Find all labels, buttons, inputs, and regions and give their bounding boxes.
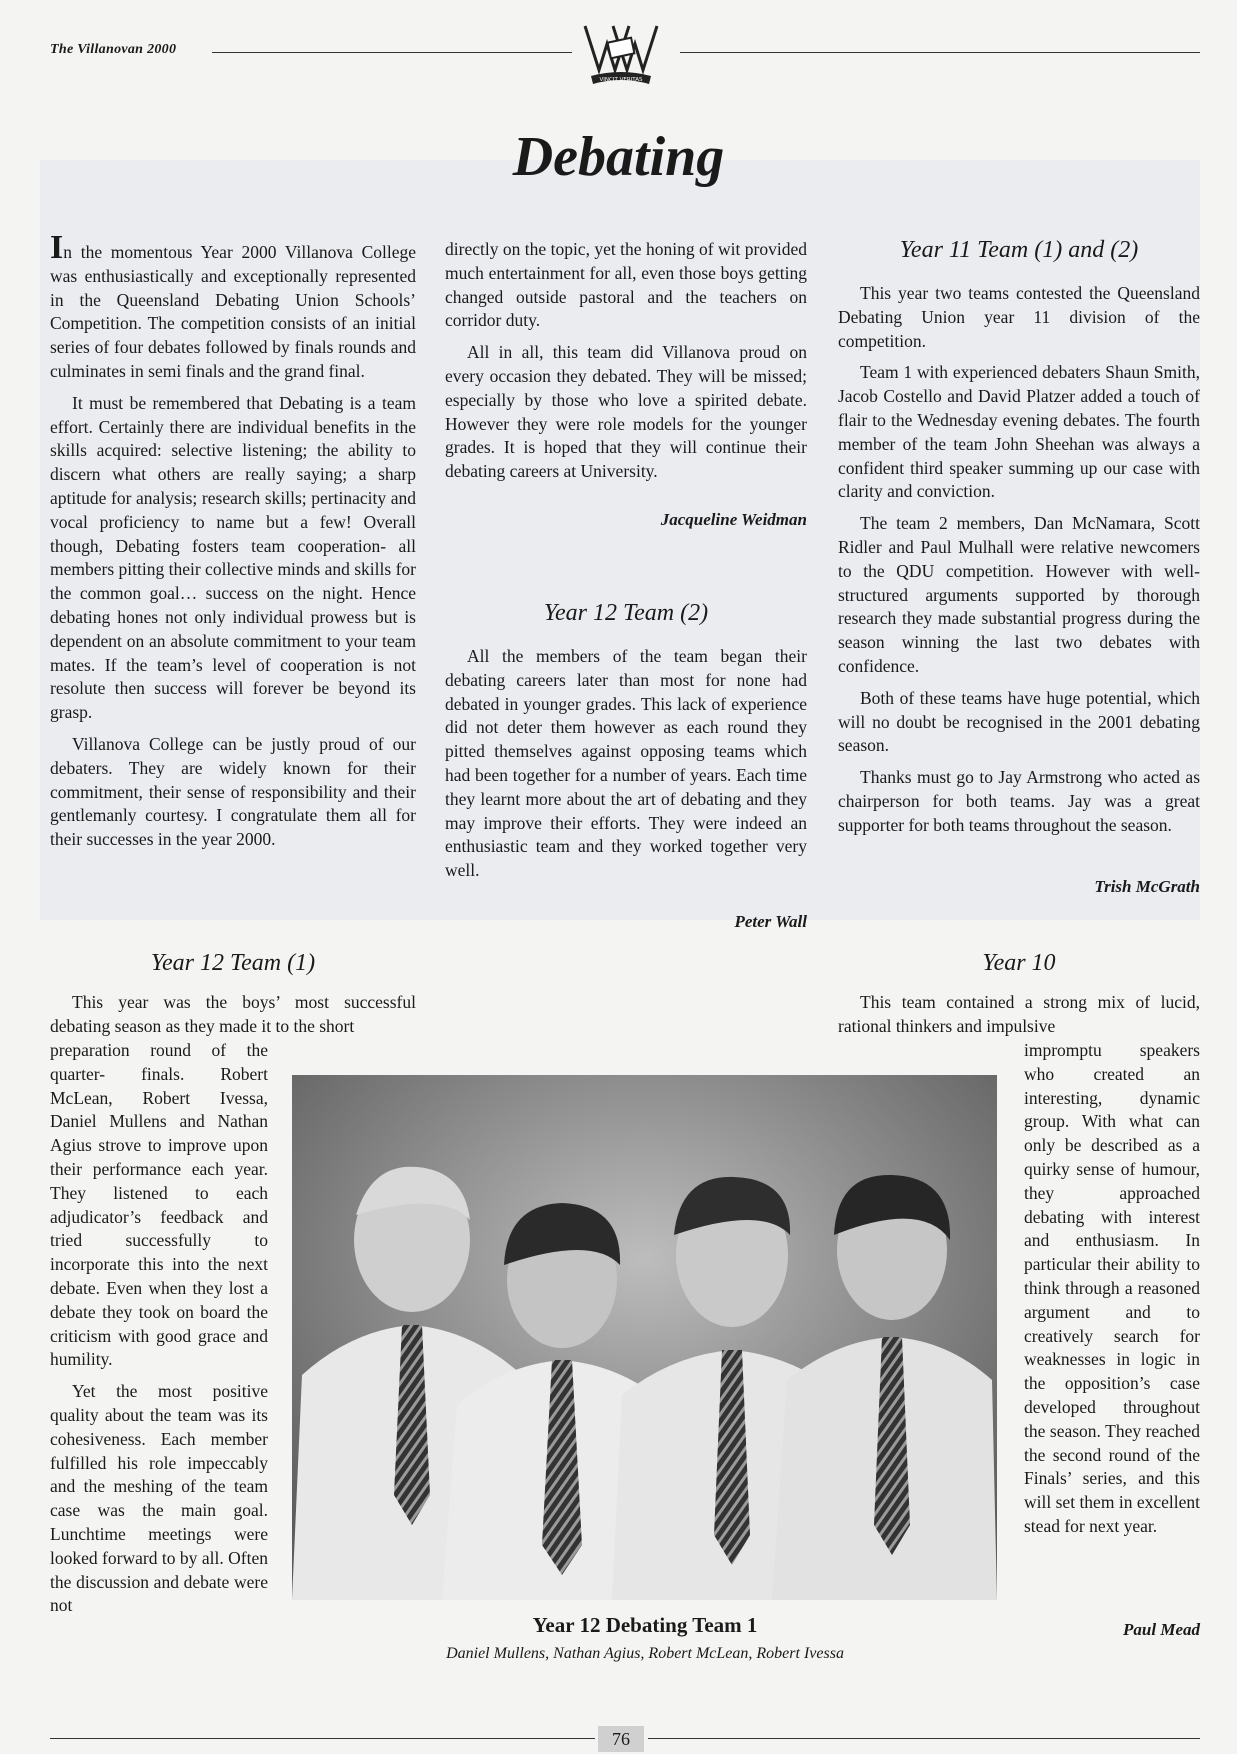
team-photo <box>292 1075 997 1600</box>
year11-text <box>838 282 1200 846</box>
year10-narrow-text <box>1024 1039 1200 1547</box>
intro-paragraph-3: Villanova College can be justly proud of our debaters. They are widely known for their commitment, their sense of responsibility and their gentlemanly courtesy. I congratulate them all for their successes in the year 2000. <box>50 733 416 850</box>
drop-cap: I <box>50 229 64 266</box>
heading-year10: Year 10 <box>982 950 1056 976</box>
header-rule-right <box>680 52 1200 53</box>
continuation-paragraph-2: All in all, this team did Villanova proud on every occasion they debated. They will be missed; especially by those who love a spirited debate. However they were role models for the younger grades. It is hoped that they will continue their debating careers at University. <box>445 342 807 482</box>
intro-column <box>50 229 416 860</box>
year10-intro <box>838 991 1200 1039</box>
intro-paragraph-2: It must be remembered that Debating is a team effort. Certainly there are individual benefits in the skills acquired: selective listening; the ability to discern what others are really saying; a sharp aptitude for analysis; research skills; pertinacity and vocal proficiency to name but a few! Overall though, Debating fosters team cooperation- all members pitting their collective minds and skills for the common goal… success on the night. Hence debating hones not only individual prowess but is dependent on an absolute commitment to your team mates. If the team’s level of cooperation is not resolute then success will forever be beyond its grasp. <box>50 392 416 723</box>
year11-paragraph-5: Thanks must go to Jay Armstrong who acted as chairperson for both teams. Jay was a great supporter for both teams throughout the season. <box>838 767 1200 835</box>
year11-paragraph-4: Both of these teams have huge potential, which will no doubt be recognised in the 2001 debating season. <box>838 687 1200 756</box>
year12-team1-intro-text: This year was the boys’ most successful debating season as they made it to the short <box>50 992 416 1036</box>
heading-year12-team2: Year 12 Team (2) <box>543 600 709 626</box>
year12-team1-paragraph-2: Yet the most positive quality about the team was its cohesiveness. Each member fulfilled his role impeccably and the meshing of the team case was the main goal. Lunchtime meetings were looked forward to by all. Often the discussion and debate were not <box>50 1381 268 1616</box>
team-photo-illustration <box>292 1075 997 1600</box>
year10-intro-text: This team contained a strong mix of lucid, rational thinkers and impulsive <box>838 992 1200 1036</box>
header-rule-left <box>212 52 572 53</box>
year11-paragraph-1: This year two teams contested the Queensland Debating Union year 11 division of the competition. <box>838 283 1200 351</box>
footer-rule-right <box>648 1738 1200 1739</box>
heading-year11-teams: Year 11 Team (1) and (2) <box>899 237 1139 263</box>
year12-team1-narrow-text <box>50 1039 268 1626</box>
signature-paul-mead: Paul Mead <box>1123 1620 1200 1639</box>
year12-team1-intro <box>50 991 416 1039</box>
intro-paragraph-1: In the momentous Year 2000 Villanova College was enthusiastically and exceptionally represented in the Queensland Debating Union Schools’ Competition. The competition consists of an initial series of four debates followed by finals rounds and culminates in semi finals and the grand final. <box>50 229 416 381</box>
continuation-paragraph-1: directly on the topic, yet the honing of wit provided much entertainment for all, even those boys getting changed outside pastoral and the teachers on corridor duty. <box>445 239 807 331</box>
continuation-column <box>445 238 807 492</box>
signature-peter-wall: Peter Wall <box>734 912 807 931</box>
college-crest-logo <box>583 20 659 86</box>
publication-title: The Villanovan 2000 <box>50 42 177 57</box>
year12-team1-paragraph-1: preparation round of the quarter- finals. Robert McLean, Robert Ivessa, Daniel Mullens and Nathan Agius strove to improve upon their performance each year. They listened to each adjudicator’s feedback and tried successfully to incorporate this into the next debate. Even when they lost a debate they took on board the criticism with good grace and humility. <box>50 1040 268 1370</box>
photo-caption-title: Year 12 Debating Team 1 <box>532 1613 758 1637</box>
photo-caption-names: Daniel Mullens, Nathan Agius, Robert McLean, Robert Ivessa <box>446 1645 844 1662</box>
year12-team2-paragraph: All the members of the team began their debating careers later than most for none had debated in younger grades. This lack of experience did not deter them however as each round they pitted themselves against opposing teams which had been together for a number of years. Each time they learnt more about the art of debating and they may improve their efforts. They were indeed an enthusiastic team and they worked together very well. <box>445 646 807 881</box>
year11-paragraph-3: The team 2 members, Dan McNamara, Scott Ridler and Paul Mulhall were relative newcomers to the QDU competition. However with well-structured arguments supported by thorough research they made substantial progress during the season winning the last two debates with confidence. <box>838 513 1200 676</box>
year10-paragraph: impromptu speakers who created an interesting, dynamic group. With what can only be described as a quirky sense of humour, they approached debating with interest and enthusiasm. In particular their ability to think through a reasoned argument and to creatively search for weaknesses in logic in the opposition’s case developed throughout the season. They reached the second round of the Finals’ series, and this will set them in excellent stead for next year. <box>1024 1040 1200 1536</box>
signature-trish-mcgrath: Trish McGrath <box>1094 877 1200 896</box>
year12-team2-text <box>445 645 807 891</box>
heading-year12-team1: Year 12 Team (1) <box>150 950 316 976</box>
signature-jacqueline-weidman: Jacqueline Weidman <box>660 510 807 529</box>
logo-motto-text: VINCIT VERITAS <box>599 77 643 83</box>
page-title: Debating <box>512 126 725 188</box>
year11-paragraph-2: Team 1 with experienced debaters Shaun Smith, Jacob Costello and David Platzer added a touch of flair to the Wednesday evening debates. The fourth member of the team John Sheehan was always a confident third speaker summing up our case with clarity and conviction. <box>838 362 1200 502</box>
page-number: 76 <box>598 1726 644 1752</box>
footer-rule-left <box>50 1738 595 1739</box>
